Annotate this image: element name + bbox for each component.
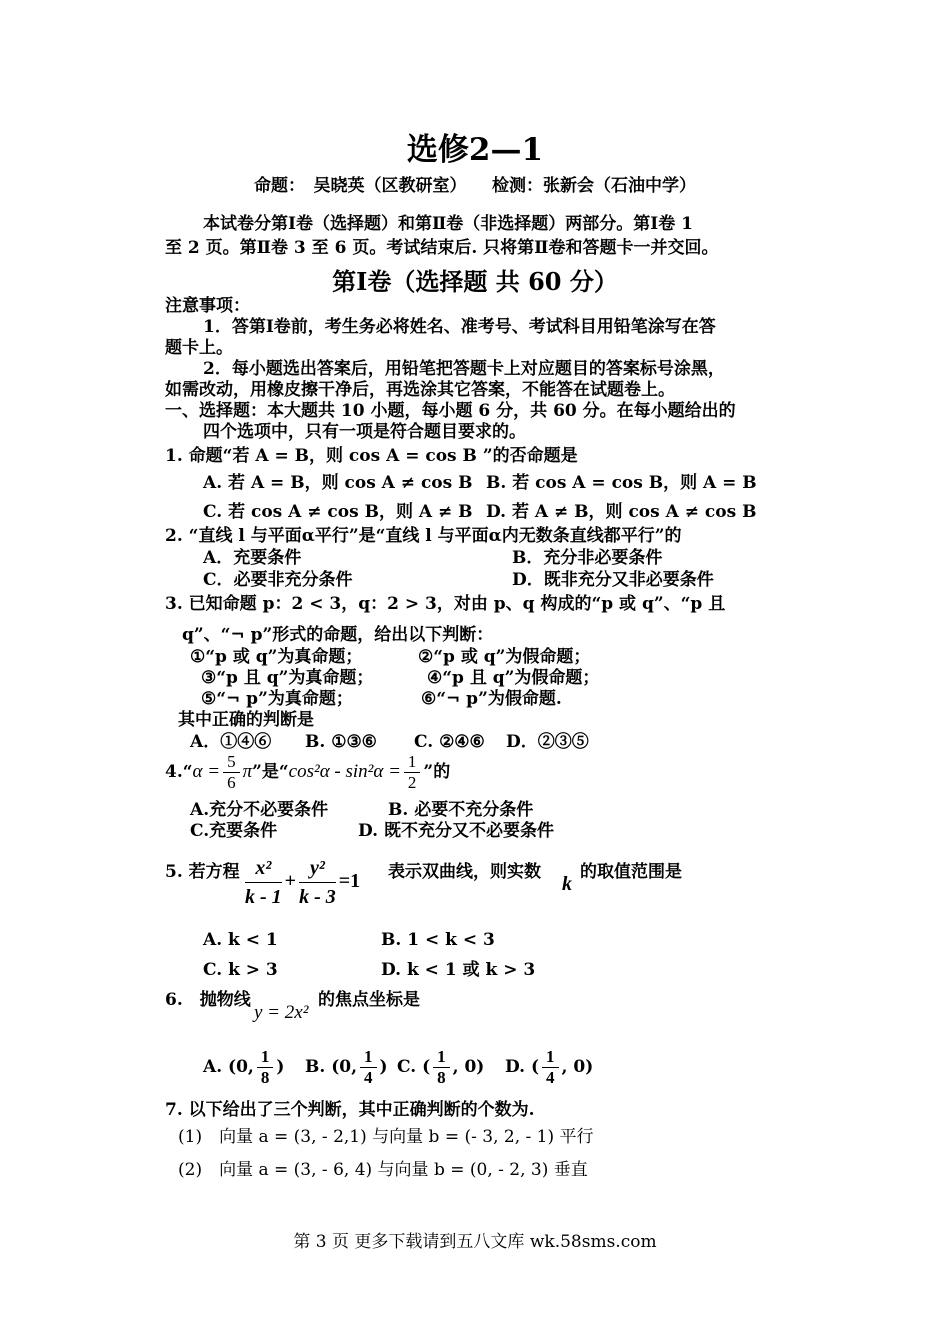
q1-option-b: B. 若 cos A = cos B，则 A = B [486, 473, 757, 493]
q4-fraction-5-6: $\frac{5}{6}$ [223, 752, 240, 793]
section-title: 第Ⅰ卷（选择题 共 60 分） [332, 267, 618, 296]
q6-prefix: 6. 抛物线 [165, 990, 251, 1010]
q3-option-b: B. ①③⑥ [305, 732, 377, 752]
q4-option-c: C.充要条件 [190, 821, 278, 841]
q7-statement-1: (1) 向量 a = (3, - 2,1) 与向量 b = (- 3, 2, - 1) 平行 [178, 1127, 594, 1147]
q6-b-fraction: $\frac{1}{4}$ [360, 1047, 377, 1088]
q6-option-c[interactable]: C. ( $\frac{1}{8}$ , 0) [397, 1047, 485, 1087]
q5-fraction-x: $\frac{\text{x²}}{k - 1}$ [245, 854, 282, 911]
q4-option-a: A.充分不必要条件 [190, 800, 329, 820]
note-2-line-2: 如需改动，用橡皮擦干净后，再选涂其它答案，不能答在试题卷上。 [165, 380, 675, 400]
q4-option-d: D. 既不充分又不必要条件 [358, 821, 554, 841]
q7-stem: 7. 以下给出了三个判断，其中正确判断的个数为. [165, 1100, 535, 1120]
q3-option-c: C. ②④⑥ [414, 732, 485, 752]
q4-option-b: B. 必要不充分条件 [388, 800, 534, 820]
intro-line-2: 至 2 页。第Ⅱ卷 3 至 6 页。考试结束后. 只将第Ⅱ卷和答题卡一并交回。 [165, 238, 719, 258]
q6-option-b[interactable]: B. (0, $\frac{1}{4}$ ) [305, 1047, 388, 1087]
q2-option-c: C．必要非充分条件 [203, 570, 353, 590]
q6-option-a[interactable]: A. (0, $\frac{1}{8}$ ) [203, 1047, 285, 1087]
q3-stem-line-2: q”、“¬ p”形式的命题，给出以下判断： [182, 625, 494, 645]
q1-stem: 1. 命题“若 A = B，则 cos A = cos B ”的否命题是 [165, 446, 578, 466]
q5-option-a: A. k < 1 [203, 930, 278, 950]
q1-option-a: A. 若 A = B，则 cos A ≠ cos B [203, 473, 473, 493]
q5-fraction-y: $\frac{\text{y²}}{k - 3}$ [299, 854, 336, 911]
q6-suffix: 的焦点坐标是 [318, 990, 420, 1010]
q5-prefix: 5. 若方程 [165, 862, 240, 882]
q3-judgement-6: ⑥“¬ p”为假命题. [421, 689, 562, 709]
q6-c-fraction: $\frac{1}{8}$ [433, 1047, 450, 1088]
part-1-heading-line-1: 一、选择题：本大题共 10 小题，每小题 6 分，共 60 分。在每小题给出的 [165, 401, 736, 421]
q2-option-d: D．既非充分又非必要条件 [512, 570, 714, 590]
notes-heading: 注意事项： [165, 296, 250, 316]
note-1-line-1: 1．答第Ⅰ卷前，考生务必将姓名、准考号、考试科目用铅笔涂写在答 [203, 317, 716, 337]
page-footer: 第 3 页 更多下载请到五八文库 wk.58sms.com [293, 1232, 657, 1252]
q4-suffix: ”的 [423, 762, 451, 782]
q4-expr: cos²α - sin²α = [288, 761, 401, 782]
q3-judgement-5: ⑤“¬ p”为真命题； [201, 689, 353, 709]
part-1-heading-line-2: 四个选项中，只有一项是符合题目要求的。 [203, 422, 526, 442]
q5-equals-one: =1 [338, 870, 361, 892]
q6-option-d[interactable]: D. ( $\frac{1}{4}$ , 0) [505, 1047, 594, 1087]
q5-k: k [562, 873, 572, 895]
q3-option-d: D．②③⑤ [506, 732, 589, 752]
authors-line: 命题： 吴晓英（区教研室） 检测：张新会（石油中学） [254, 176, 696, 196]
note-2-line-1: 2．每小题选出答案后，用铅笔把答题卡上对应题目的答案标号涂黑， [203, 359, 725, 379]
q4-mid: ”是“ [252, 762, 289, 782]
q5-option-d: D. k < 1 或 k > 3 [381, 960, 536, 980]
q5-mid: 表示双曲线，则实数 [388, 862, 541, 882]
q5-option-c: C. k > 3 [203, 960, 278, 980]
q6-d-fraction: $\frac{1}{4}$ [542, 1047, 559, 1088]
q3-judgement-1: ①“p 或 q”为真命题； [190, 647, 363, 667]
q3-option-a: A．①④⑥ [190, 732, 272, 752]
q4-fraction-1-2: $\frac{1}{2}$ [404, 752, 421, 793]
note-1-line-2: 题卡上。 [165, 338, 233, 358]
q4-alpha: α = [192, 761, 221, 782]
q3-stem-line-1: 3. 已知命题 p：2 < 3，q：2 > 3，对由 p、q 构成的“p 或 q”、“p 且 [165, 594, 726, 614]
q3-judgement-3: ③“p 且 q”为真命题； [201, 668, 374, 688]
q5-option-b: B. 1 < k < 3 [381, 930, 495, 950]
q4-pi: π [242, 761, 253, 782]
q4-prefix: 4.“ [165, 762, 193, 782]
q6-equation: y = 2x² [254, 1002, 309, 1023]
document-title: 选修2—1 [406, 132, 544, 168]
q6-a-fraction: $\frac{1}{8}$ [257, 1047, 274, 1088]
q5-suffix: 的取值范围是 [580, 862, 682, 882]
q7-statement-2: (2) 向量 a = (3, - 6, 4) 与向量 b = (0, - 2, 3) 垂直 [178, 1160, 588, 1180]
q2-option-b: B．充分非必要条件 [512, 548, 663, 568]
intro-line-1: 本试卷分第Ⅰ卷（选择题）和第Ⅱ卷（非选择题）两部分。第Ⅰ卷 1 [203, 214, 693, 234]
q3-judgement-2: ②“p 或 q”为假命题； [418, 647, 591, 667]
q4-stem [165, 748, 450, 796]
q2-option-a: A．充要条件 [203, 548, 302, 568]
q1-option-c: C. 若 cos A ≠ cos B，则 A ≠ B [203, 502, 473, 522]
q2-stem: 2. “直线 l 与平面α平行”是“直线 l 与平面α内无数条直线都平行”的 [165, 526, 682, 546]
q3-ask: 其中正确的判断是 [178, 710, 314, 730]
q1-option-d: D. 若 A ≠ B，则 cos A ≠ cos B [486, 502, 757, 522]
q3-judgement-4: ④“p 且 q”为假命题； [427, 668, 600, 688]
q5-equation [242, 854, 360, 911]
q5-plus: + [284, 870, 297, 892]
